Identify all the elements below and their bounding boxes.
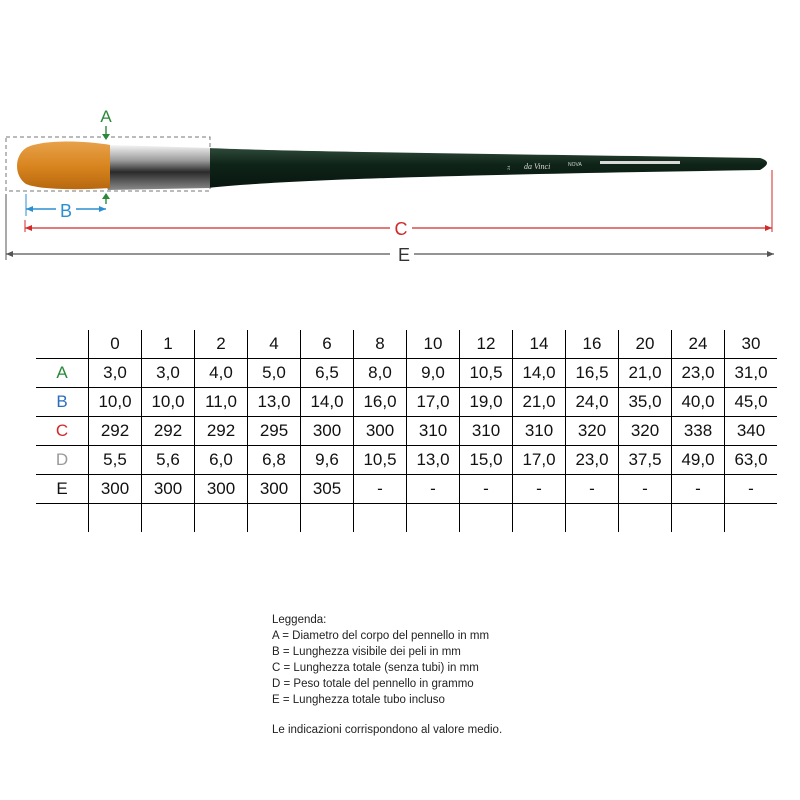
table-cell: 23,0 [566,446,619,475]
table-cell: 310 [513,417,566,446]
table-cell: 300 [248,475,301,504]
table-cell: 24,0 [566,388,619,417]
table-row [36,475,777,504]
table-empty-cell [248,504,301,533]
table-cell: 340 [725,417,778,446]
table-cell: 5,5 [89,446,142,475]
size-header-cell: 30 [725,330,778,359]
table-empty-cell [619,504,672,533]
table-cell: 16,0 [354,388,407,417]
size-header-cell: 1 [142,330,195,359]
table-cell: - [460,475,513,504]
table-empty-cell [89,504,142,533]
brand-logo-text: da Vinci [524,162,551,171]
e-arrowhead-left [6,251,13,257]
c-arrowhead-left [25,225,32,231]
table-cell: 305 [301,475,354,504]
table-cell: 300 [142,475,195,504]
size-header-cell: 4 [248,330,301,359]
row-label-cell: E [36,475,89,504]
table-cell: 21,0 [619,359,672,388]
size-header-cell: 2 [195,330,248,359]
table-cell: 320 [619,417,672,446]
table-empty-cell [301,504,354,533]
table-cell: 35,0 [619,388,672,417]
table-empty-cell [407,504,460,533]
table-cell: 6,5 [301,359,354,388]
size-table [36,330,777,532]
size-header-cell: 16 [566,330,619,359]
series-text: NOVA [568,162,582,168]
table-cell: 295 [248,417,301,446]
brush-handle [208,148,767,188]
table-cell: 10,0 [89,388,142,417]
table-empty-cell [354,504,407,533]
table-cell: 300 [89,475,142,504]
label-b: B [59,201,73,221]
table-cell: 45,0 [725,388,778,417]
table-row [36,417,777,446]
label-c: C [394,219,408,239]
table-cell: 49,0 [672,446,725,475]
table-empty-cell [566,504,619,533]
size-header-cell: 10 [407,330,460,359]
table-cell: 37,5 [619,446,672,475]
table-cell: 6,0 [195,446,248,475]
table-cell: 300 [354,417,407,446]
table-empty-cell [672,504,725,533]
legend-item-e: E = Lunghezza totale tubo incluso [272,694,445,706]
table-cell: 23,0 [672,359,725,388]
table-cell: 15,0 [460,446,513,475]
arrowhead-a-top [102,134,110,140]
table-cell: 31,0 [725,359,778,388]
table-cell: 9,0 [407,359,460,388]
table-cell: 13,0 [248,388,301,417]
table-cell: - [513,475,566,504]
table-cell: 40,0 [672,388,725,417]
table-header-row [36,330,777,359]
table-empty-row [36,504,777,533]
label-e: E [397,245,411,265]
b-arrowhead-right [99,206,106,212]
table-cell: 21,0 [513,388,566,417]
size-header-cell: 24 [672,330,725,359]
table-cell: 320 [566,417,619,446]
table-cell: - [566,475,619,504]
size-header-cell: 12 [460,330,513,359]
table-cell: - [354,475,407,504]
table-cell: 17,0 [407,388,460,417]
table-empty-cell [195,504,248,533]
brush-bristles [17,142,110,190]
table-cell: 63,0 [725,446,778,475]
table-cell: 292 [89,417,142,446]
table-corner-cell [36,330,89,359]
table-empty-cell [142,504,195,533]
table-row [36,446,777,475]
size-header-cell: 6 [301,330,354,359]
table-cell: 16,5 [566,359,619,388]
table-empty-cell [460,504,513,533]
table-row [36,359,777,388]
row-label-cell: B [36,388,89,417]
brush-diagram [0,90,800,280]
legend-title: Leggenda: [272,614,327,626]
size-mark: 24 [506,165,511,170]
table-cell: 11,0 [195,388,248,417]
table-cell: 14,0 [301,388,354,417]
table-cell: 10,5 [354,446,407,475]
size-header-cell: 14 [513,330,566,359]
table-cell: 3,0 [89,359,142,388]
table-empty-cell [725,504,778,533]
table-cell: 4,0 [195,359,248,388]
table-cell: 300 [195,475,248,504]
legend-item-b: B = Lunghezza visibile dei peli in mm [272,646,461,658]
size-header-cell: 8 [354,330,407,359]
table-cell: 300 [301,417,354,446]
table-cell: - [725,475,778,504]
legend [272,612,502,738]
e-arrowhead-right [767,251,774,257]
table-cell: 5,6 [142,446,195,475]
table-cell: 17,0 [513,446,566,475]
label-a: A [100,107,112,126]
table-cell: 310 [407,417,460,446]
size-header-cell: 20 [619,330,672,359]
row-label-cell: C [36,417,89,446]
size-header-cell: 0 [89,330,142,359]
legend-item-a: A = Diametro del corpo del pennello in mm [272,630,490,642]
table-cell: 310 [460,417,513,446]
c-arrowhead-right [765,225,772,231]
brush-ferrule [105,145,210,190]
row-label-cell: A [36,359,89,388]
row-label-cell: D [36,446,89,475]
table-cell: 6,8 [248,446,301,475]
table-row [36,388,777,417]
table-cell: 9,6 [301,446,354,475]
table-cell: 3,0 [142,359,195,388]
legend-item-c: C = Lunghezza totale (senza tubi) in mm [272,662,479,674]
table-cell: 10,0 [142,388,195,417]
table-empty-cell [36,504,89,533]
table-cell: - [672,475,725,504]
table-cell: - [407,475,460,504]
table-cell: 5,0 [248,359,301,388]
table-cell: 8,0 [354,359,407,388]
table-cell: 13,0 [407,446,460,475]
table-empty-cell [513,504,566,533]
table-cell: 292 [195,417,248,446]
arrowhead-a-bottom [102,193,110,199]
b-arrowhead-left [26,206,33,212]
table-cell: 19,0 [460,388,513,417]
table-cell: 10,5 [460,359,513,388]
handle-label-strip [600,161,680,164]
legend-item-d: D = Peso totale del pennello in grammo [272,678,474,690]
table-cell: 14,0 [513,359,566,388]
table-cell: 338 [672,417,725,446]
table-cell: 292 [142,417,195,446]
table-cell: - [619,475,672,504]
legend-note: Le indicazioni corrispondono al valore medio. [272,724,503,736]
